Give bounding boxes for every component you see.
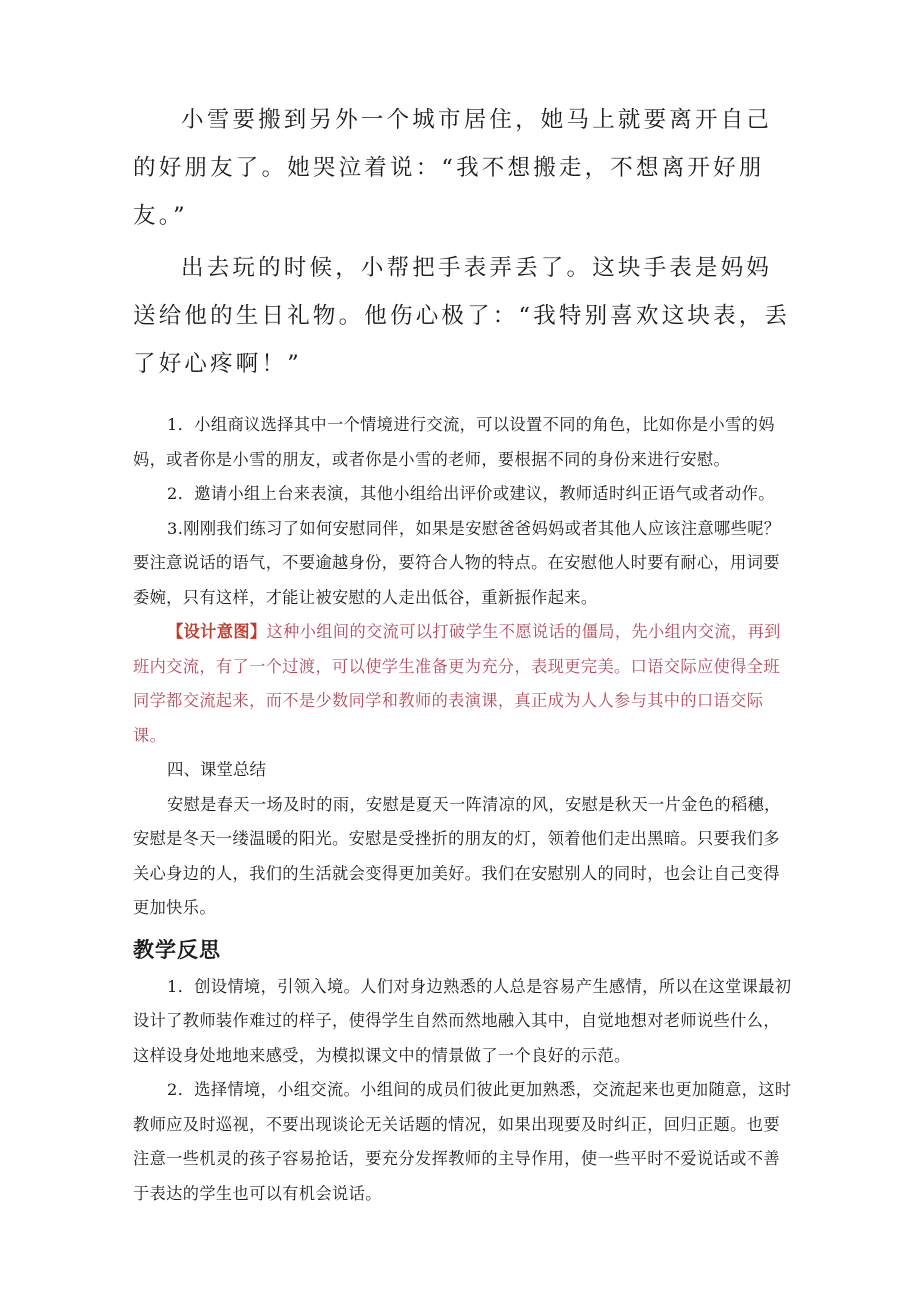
design-intent-tag: 【设计意图】	[167, 622, 267, 641]
design-intent-text: 这种小组间的交流可以打破学生不愿说话的僵局，先小组内交流，再到班内交流，有了一个过渡，可以使学生准备更为充分，表现更完美。口语交际应使得全班同学都交流起来，而不是少数同学和教师的表演课，真正成为人人参与其中的口语交际课。	[133, 622, 781, 745]
summary-text: 安慰是春天一场及时的雨，安慰是夏天一阵清凉的风，安慰是秋天一片金色的稻穗，安慰是冬天一缕温暖的阳光。安慰是受挫折的朋友的灯，领着他们走出黑暗。只要我们多关心身边的人，我们的生活就会变得更加美好。我们在安慰别人的同时，也会让自己变得更加快乐。	[133, 794, 781, 917]
summary-heading: 四、课堂总结	[167, 760, 266, 779]
step-3: 3.刚刚我们练习了如何安慰同伴，如果是安慰爸爸妈妈或者其他人应该注意哪些呢？要注意说话的语气，不要逾越身份，要符合人物的特点。在安慰他人时要有耐心，用词要委婉，只有这样，才能让被安慰的人走出低谷，重新振作起来。	[133, 518, 781, 607]
scenario-paragraph-1: 小雪要搬到另外一个城市居住，她马上就要离开自己的好朋友了。她哭泣着说：“我不想搬走，不想离开好朋友。”	[133, 107, 773, 229]
activity-steps	[133, 408, 793, 926]
step-1: 1．小组商议选择其中一个情境进行交流，可以设置不同的角色，比如你是小雪的妈妈，或者你是小雪的朋友，或者你是小雪的老师，要根据不同的身份来进行安慰。	[133, 415, 775, 469]
document-page	[133, 96, 793, 1211]
step-2: 2．邀请小组上台来表演，其他小组给出评价或建议，教师适时纠正语气或者动作。	[167, 484, 775, 503]
design-intent-paragraph	[133, 615, 793, 753]
scenario-paragraph-2: 出去玩的时候，小帮把手表弄丢了。这块手表是妈妈送给他的生日礼物。他伤心极了：“我特别喜欢这块表，丢了好心疼啊！”	[133, 255, 791, 377]
reflection-item-1: 1．创设情境，引领入境。人们对身边熟悉的人总是容易产生感情，所以在这堂课最初设计了教师装作难过的样子，使得学生自然而然地融入其中，自觉地想对老师说些什么，这样设身处地地来感受，为模拟课文中的情景做了一个良好的示范。	[133, 976, 792, 1065]
reflection-title: 教学反思	[133, 937, 221, 962]
reflection-item-2: 2．选择情境，小组交流。小组间的成员们彼此更加熟悉，交流起来也更加随意，这时教师应及时巡视，不要出现谈论无关话题的情况，如果出现要及时纠正，回归正题。也要注意一些机灵的孩子容易抢话，要充分发挥教师的主导作用，使一些平时不爱说话或不善于表达的学生也可以有机会说话。	[133, 1080, 792, 1203]
